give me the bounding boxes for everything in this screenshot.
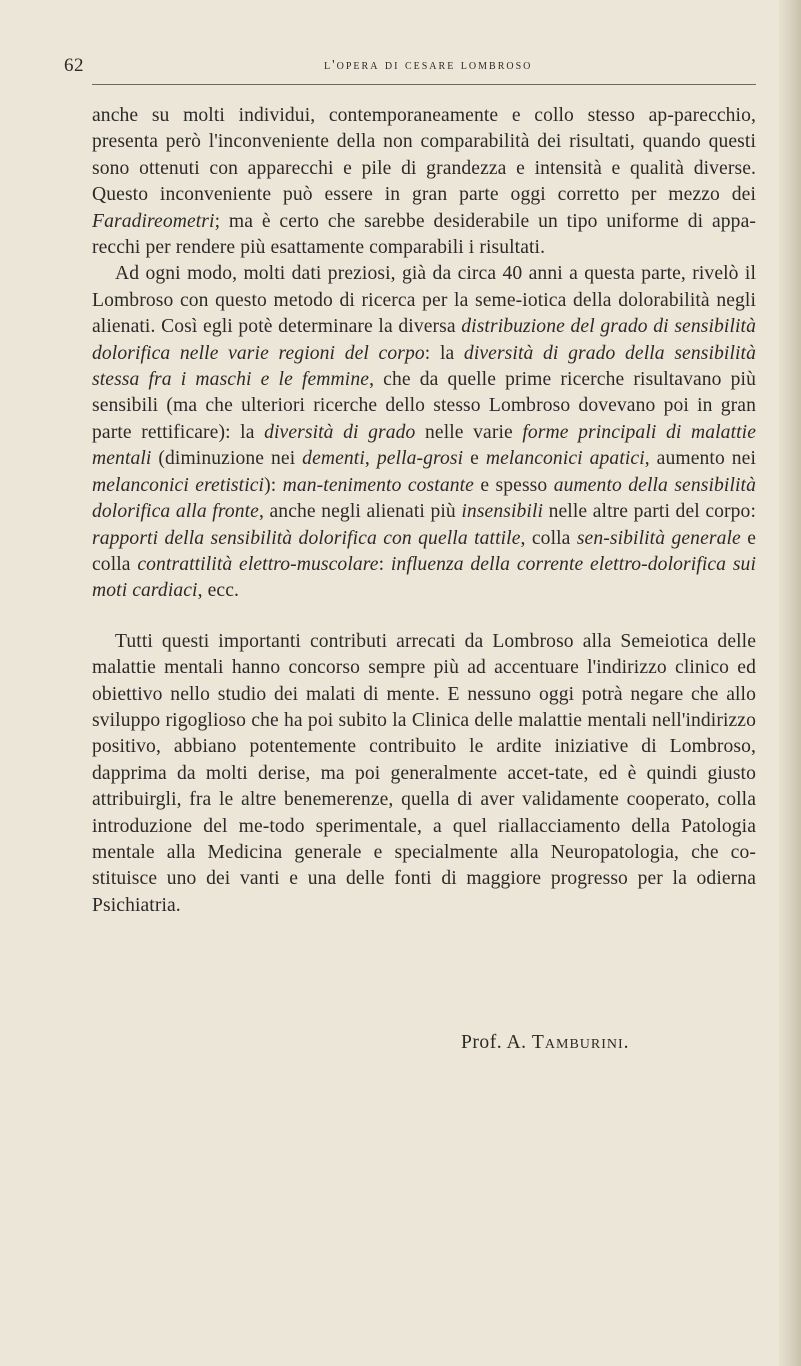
paragraph-2: Ad ogni modo, molti dati preziosi, già da circa 40 anni a questa parte, rivelò il Lombroso con questo metodo di ricerca per la seme-iotica della dolorabilità negli alienati. Così egli potè determinare la diversa distribuzione del grado di sensibilità dolorifica nelle varie regioni del corpo: la diversità di grado della sensibilità stessa fra i maschi e le femmine, che da quelle prime ricerche risultavano più sensibili (ma che ulteriori ricerche dello stesso Lombroso dovevano poi in gran parte rettificare): la diversità di grado nelle varie forme principali di malattie mentali (diminuzione nei dementi, pella-grosi e melanconici apatici, aumento nei melanconici eretistici): man-tenimento costante e spesso aumento della sensibilità dolorifica alla fronte, anche negli alienati più insensibili nelle altre parti del corpo: rapporti della sensibilità dolorifica con quella tattile, colla sen-sibilità generale e colla contrattilità elettro-muscolare: influenza della corrente elettro-dolorifica sui moti cardiaci, ecc. [92,263,757,602]
italic-run: influenza della corrente elettro-dolorifica sui moti cardiaci [92,553,757,602]
italic-run: contrattilità elettro-muscolare [137,553,379,575]
italic-run: rapporti della sensibilità dolorifica con quella tattile [92,527,521,549]
italic-run: aumento della sensibilità dolorifica alla fronte [92,474,756,523]
italic-run: diversità di grado della sensibilità stessa fra i maschi e le femmine [92,342,756,391]
paragraph-3: Tutti questi importanti contributi arrecati da Lombroso alla Semeiotica delle malattie mentali hanno concorso sempre più ad accentuare l'indirizzo clinico ed obiettivo nello studio dei malati di mente. E nessuno oggi potrà negare che allo sviluppo rigoglioso che ha poi subito la Clinica delle malattie mentali nell'indirizzo positivo, abbiano potentemente contribuito le ardite iniziative di Lombroso, dapprima da molti derise, ma poi generalmente accet-tate, ed è quindi giusto attribuirgli, fra le altre benemerenze, quella di aver validamente cooperato, colla introduzione del me-todo sperimentale, a quel riallacciamento della Patologia mentale alla Medicina generale e specialmente alla Neuropatologia, che co-stituisce uno dei vanti e una delle fonti di maggiore progresso per la odierna Psichiatria. [92,630,756,916]
body-text [92,103,756,919]
italic-run: melanconici eretistici [92,474,265,496]
italic-run: melanconici apatici [485,448,645,470]
italic-run: forme principali di malattie mentali [92,421,756,470]
page-number: 62 [64,55,84,76]
paragraph-1: anche su molti individui, contemporaneamente e collo stesso ap-parecchio, presenta però l'inconveniente della non comparabilità dei risultati, quando questi sono ottenuti con apparecchi e pile di grandezza e intensità e qualità diverse. Questo inconveniente può essere in gran parte oggi corretto per mezzo dei Faradireometri; ma è certo che sarebbe desiderabile un tipo uniforme di appa-recchi per rendere più esattamente comparabili i risultati. [92,105,756,259]
signature [461,1032,761,1054]
page-edge [779,0,801,1366]
italic-run: pella-grosi [376,448,464,470]
italic-run: Faradireometri [92,210,215,232]
signature-prefix: Prof. A. [461,1032,527,1053]
signature-name: Tamburini. [531,1032,630,1053]
italic-run: distribuzione del grado di sensibilità dolorifica nelle varie regioni del corpo [92,316,756,364]
italic-run: man-tenimento costante [282,474,474,496]
italic-run: diversità di grado [264,421,416,443]
page-header [64,55,754,81]
header-rule [92,84,756,85]
italic-run: sen-sibilità generale [576,527,741,549]
running-title: l'opera di cesare lombroso [324,58,533,73]
italic-run: dementi [302,448,365,470]
italic-run: insensibili [461,501,544,523]
